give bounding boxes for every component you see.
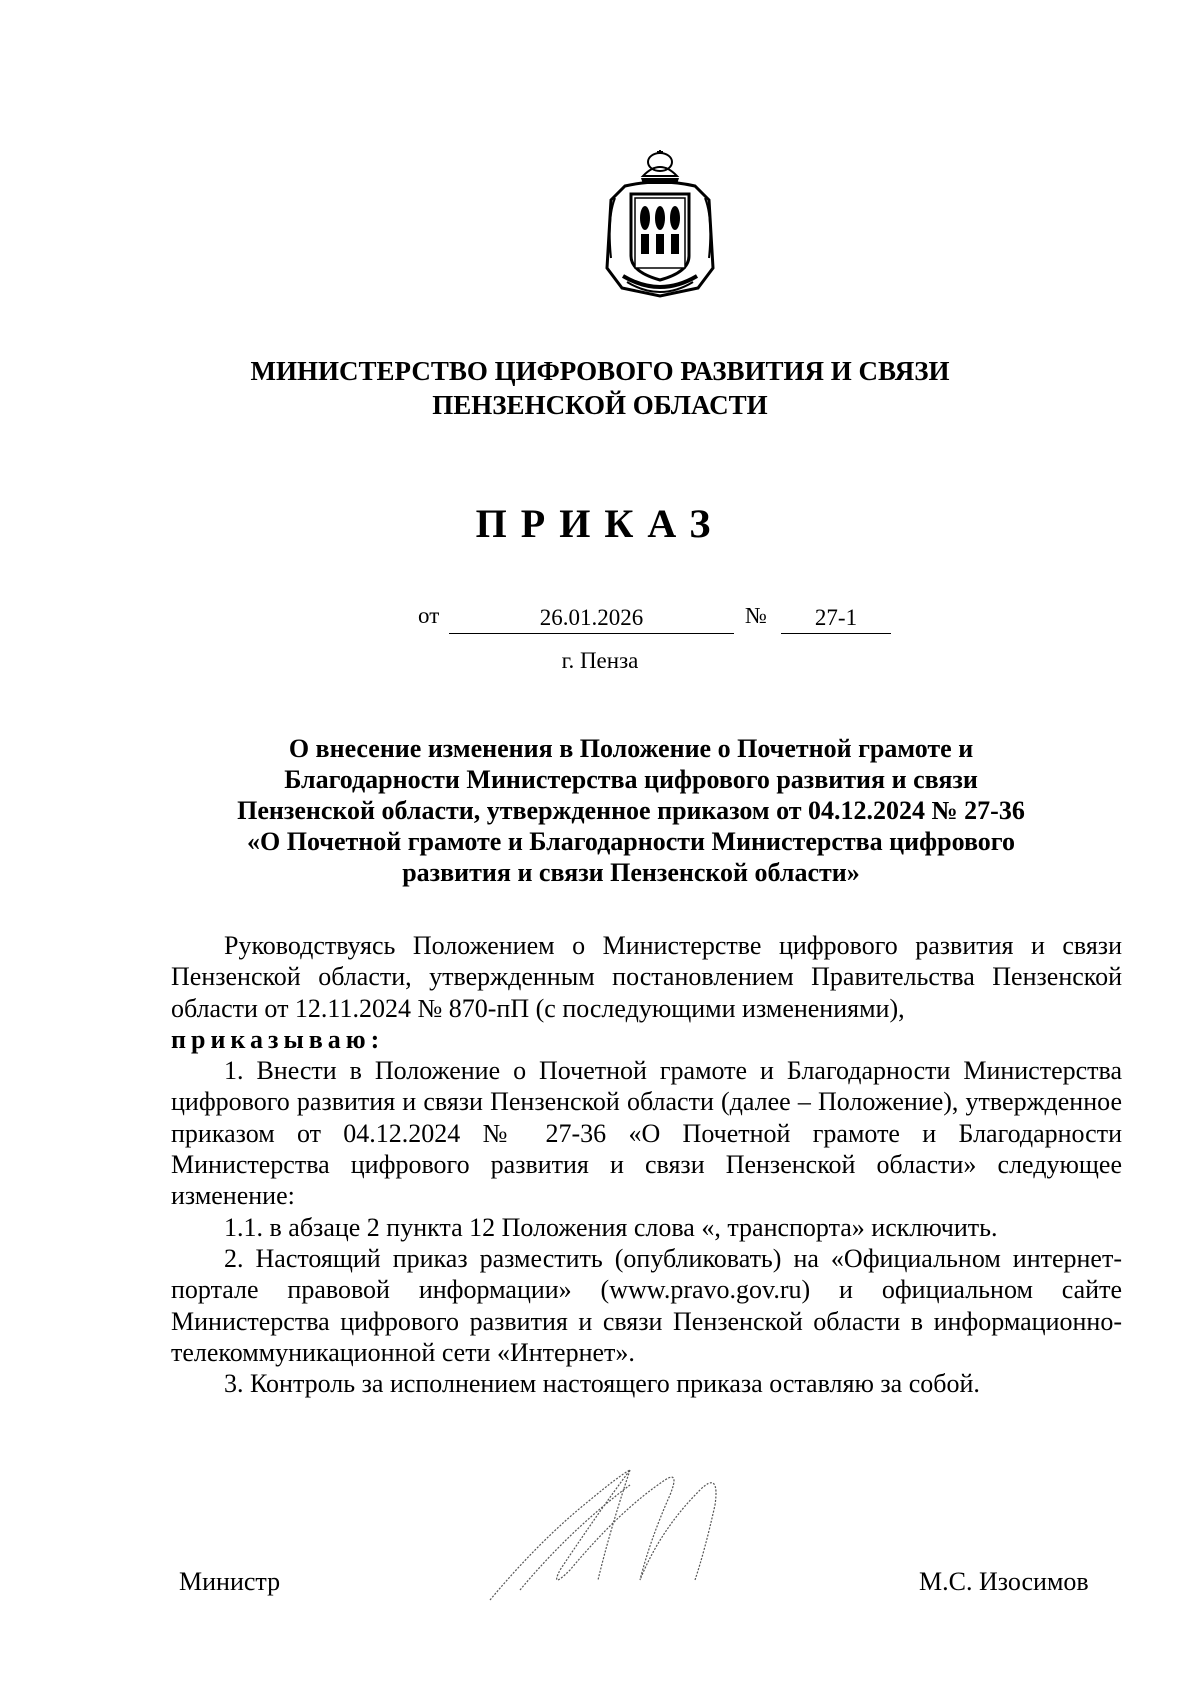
document-city: г. Пенза [561,648,639,673]
order-word: приказываю: [171,1024,385,1054]
document-date: 26.01.2026 [449,603,734,634]
ministry-name-line-2: ПЕНЗЕНСКОЙ ОБЛАСТИ [432,390,768,420]
document-subject [170,733,1092,888]
subject-line-2: Благодарности Министерства цифрового развития и связи [284,765,978,794]
subject-line-1: О внесение изменения в Положение о Почетной грамоте и [288,734,974,763]
preamble-paragraph: Руководствуясь Положением о Министерстве цифрового развития и связи Пензенской области, утвержденным постановлением Правительства Пензенской области от 12.11.2024 № 870-пП (с последующими изменениями), [171,931,1122,1023]
signatory-position: Министр [179,1567,281,1596]
item-2-paragraph: 2. Настоящий приказ разместить (опубликовать) на «Официальном интернет-портале правовой информации» (www.pravo.gov.ru) и официальном сайте Министерства цифрового развития и связи Пензенской области в информационно-телекоммуникационной сети «Интернет». [171,1243,1122,1367]
subject-line-5: развития и связи Пензенской области» [402,858,860,887]
item-3-paragraph: 3. Контроль за исполнением настоящего приказа оставляю за собой. [224,1369,980,1399]
document-number: 27-1 [781,603,891,634]
item-1-paragraph: 1. Внести в Положение о Почетной грамоте и Благодарности Министерства цифрового развития и связи Пензенской области (далее – Положение), утвержденное приказом от 04.12.2024 № 27-36 «О Почетной грамоте и Благодарности Министерства цифрового развития и связи Пензенской области» следующее изменение: [171,1056,1122,1211]
date-prefix: от [418,603,440,628]
subject-line-4: «О Почетной грамоте и Благодарности Министерства цифрового [247,827,1015,856]
handwritten-signature [480,1450,780,1610]
document-body [171,930,1122,1399]
subject-line-3: Пензенской области, утвержденное приказом от 04.12.2024 № 27-36 [237,796,1025,825]
number-prefix: № [745,603,767,628]
document-type-title: ПРИКАЗ [475,501,725,546]
ministry-name-line-1: МИНИСТЕРСТВО ЦИФРОВОГО РАЗВИТИЯ И СВЯЗИ [250,356,950,386]
coat-of-arms-icon [603,148,718,298]
signatory-name: М.С. Изосимов [919,1567,1089,1596]
item-1-1-paragraph: 1.1. в абзаце 2 пункта 12 Положения слова «, транспорта» исключить. [224,1212,998,1242]
date-number-row [0,603,1200,635]
